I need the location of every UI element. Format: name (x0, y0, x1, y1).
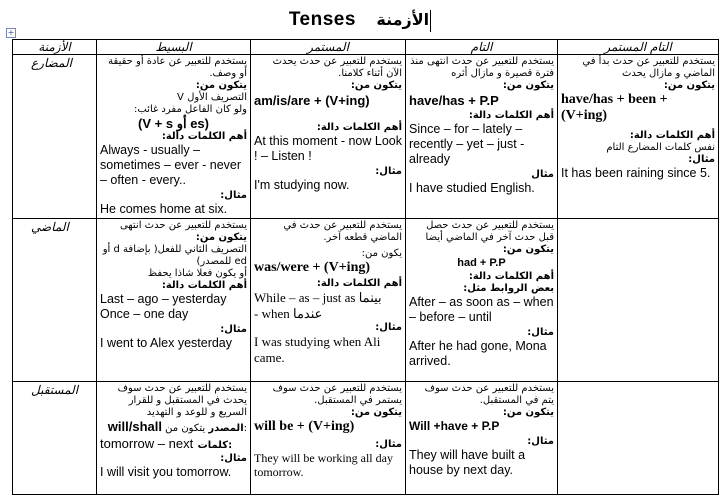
formula: will be + (V+ing) (254, 419, 355, 434)
example-sentence: After he had gone, Mona arrived. (409, 339, 547, 368)
form-text: التصريف الثاني للفعل( بإضافة d أو ed للمصدر) (102, 244, 247, 267)
cell-past-simple (97, 219, 251, 382)
tenses-table (12, 39, 719, 495)
cell-present-simple (97, 55, 251, 219)
keywords-label: أهم الكلمات دالة: (629, 130, 715, 141)
cell-past-perfect-continuous (558, 219, 719, 382)
example-sentence: He comes home at six. (100, 202, 228, 216)
formula: Will +have + P.P (409, 419, 500, 433)
keywords: Always - usually – sometimes – ever - never – often - every.. (100, 143, 242, 187)
keywords: At this moment - now Look ! – Listen ! (254, 134, 402, 163)
example-label: مثال: (375, 439, 402, 450)
cell-future-simple (97, 382, 251, 495)
cell-past-perfect (406, 219, 558, 382)
form-label: يتكون من: (350, 407, 402, 418)
cell-future-perfect (406, 382, 558, 495)
keywords-label: أهم الكلمات دالة: (468, 110, 554, 121)
example-sentence: I went to Alex yesterday (100, 336, 233, 350)
title-arabic: الأزمنة (376, 10, 430, 30)
cell-future-perfect-continuous (558, 382, 719, 495)
keywords-label-2: بعض الروابط مثل: (463, 283, 554, 294)
keywords: After – as soon as – when – before – until (409, 295, 554, 324)
keywords-label: أهم الكلمات دالة: (468, 271, 554, 282)
example-sentence: They will be working all day tomorrow. (254, 451, 393, 479)
cell-past-continuous (251, 219, 406, 382)
header-tense: الأزمنة (13, 40, 97, 55)
use-text: يستخدم للتعبير عن حدث انتهى (119, 220, 247, 231)
cell-present-perfect (406, 55, 558, 219)
keywords-label: أهم الكلمات دالة: (316, 278, 402, 289)
form-text: ولو كان الفاعل مفرد غائب: (133, 104, 247, 115)
example-label: مثال: (220, 453, 247, 464)
keywords-label: أهم الكلمات دالة: (161, 280, 247, 291)
document-title (0, 10, 720, 40)
form-label: يتكون من: (663, 80, 715, 91)
form-label: يتكون من: (350, 80, 402, 91)
tense-label-present: المضارع (13, 55, 97, 219)
use-text: يستخدم للتعبير عن حدث في الماضي قطعه آخر. (283, 220, 402, 243)
keywords-line (100, 435, 247, 453)
example-label: مثال: (527, 327, 554, 338)
form-label: يكون من: (361, 248, 402, 259)
keywords: While – as – just as بينما (254, 290, 382, 305)
formula: am/is/are + (V+ing) (254, 93, 370, 108)
form-label: يتكون من: (502, 80, 554, 91)
form-text: أو يكون فعلا شاذا يحفظ (147, 268, 247, 279)
header-continuous: المستمر (251, 40, 406, 55)
header-simple: البسيط (97, 40, 251, 55)
keywords: Since – for – lately – recently – yet – just - already (409, 122, 525, 166)
use-text: يستخدم للتعبير عن حدث بدأ في الماضي و مازال يحدث (582, 56, 715, 79)
keywords-label: أهم الكلمات دالة: (316, 122, 402, 133)
use-text: يستخدم للتعبير عن حدث حصل قبل حدث آخر في الماضي أيضا (425, 220, 554, 243)
formula: have/has + been + (V+ing) (561, 92, 668, 123)
use-text: يستخدم للتعبير عن حدث يحدث الآن أثناء كلامنا. (272, 56, 402, 79)
row-past (13, 219, 719, 382)
row-present (13, 55, 719, 219)
keywords: tomorrow – next (100, 436, 194, 451)
header-perfect: التام (406, 40, 558, 55)
example-sentence: I was studying when Ali came. (254, 334, 381, 365)
form-text: التصريف الأول V (177, 92, 247, 103)
tense-label-future: المستقبل (13, 382, 97, 495)
form-label: يتكون من: (165, 423, 247, 434)
use-text: يستخدم للتعبير عن حدث سوف يتم في المستقبل. (424, 383, 554, 406)
keywords-text: نفس كلمات المضارع التام (606, 142, 715, 153)
formula: (V + s أو es) (138, 116, 209, 131)
example-label: مثال: (220, 190, 247, 201)
form-label: يتكون من: (195, 80, 247, 91)
example-sentence: I'm studying now. (254, 178, 350, 192)
table-move-handle-icon[interactable]: + (7, 28, 15, 37)
header-row (13, 40, 719, 55)
formula: had + P.P (457, 257, 506, 269)
cell-future-continuous (251, 382, 406, 495)
example-label: مثال (531, 169, 554, 180)
row-future (13, 382, 719, 495)
example-sentence: I have studied English. (409, 181, 535, 195)
keywords: Last – ago – yesterday Once – one day (100, 292, 227, 321)
example-label: مثال: (375, 166, 402, 177)
keywords-label: كلمات: (197, 440, 233, 451)
example-sentence: It has been raining since 5. (561, 166, 711, 180)
example-label: مثال: (375, 322, 402, 333)
example-label: مثال: (688, 154, 715, 165)
form-label: يتكون من: (502, 244, 554, 255)
cell-present-perfect-continuous (558, 55, 719, 219)
keywords-label: أهم الكلمات دالة: (161, 131, 247, 142)
form-label: يتكون من: (502, 407, 554, 418)
formula: will/shall (107, 419, 162, 434)
form-label: يتكون من: (195, 232, 247, 243)
use-text: يستخدم للتعبير عن حدث انتهى منذ فترة قصيرة و مازال أثره (410, 56, 554, 79)
use-text: يستخدم للتعبير عن عادة أو حقيقة أو وصف. (108, 56, 247, 79)
title-english: Tenses (288, 9, 356, 31)
form-suffix: المصدر (208, 423, 244, 434)
formula: have/has + P.P (409, 93, 499, 108)
example-sentence: They will have built a house by next day. (409, 448, 526, 477)
text-cursor (430, 10, 431, 32)
keywords: - when عندما (254, 306, 323, 321)
use-text: يستخدم للتعبير عن حدث سوف يحدث في المستقبل و للقرار السريع و للوعد و التهديد (117, 383, 247, 418)
example-sentence: I will visit you tomorrow. (100, 465, 232, 479)
tense-label-past: الماضي (13, 219, 97, 382)
example-label: مثال: (527, 436, 554, 447)
example-label: مثال: (220, 324, 247, 335)
form-line (100, 419, 247, 435)
cell-present-continuous (251, 55, 406, 219)
header-perfect-continuous: التام المستمر (558, 40, 719, 55)
formula: was/were + (V+ing) (254, 260, 371, 275)
use-text: يستخدم للتعبير عن حدث سوف يستمر في المستقبل. (272, 383, 402, 406)
